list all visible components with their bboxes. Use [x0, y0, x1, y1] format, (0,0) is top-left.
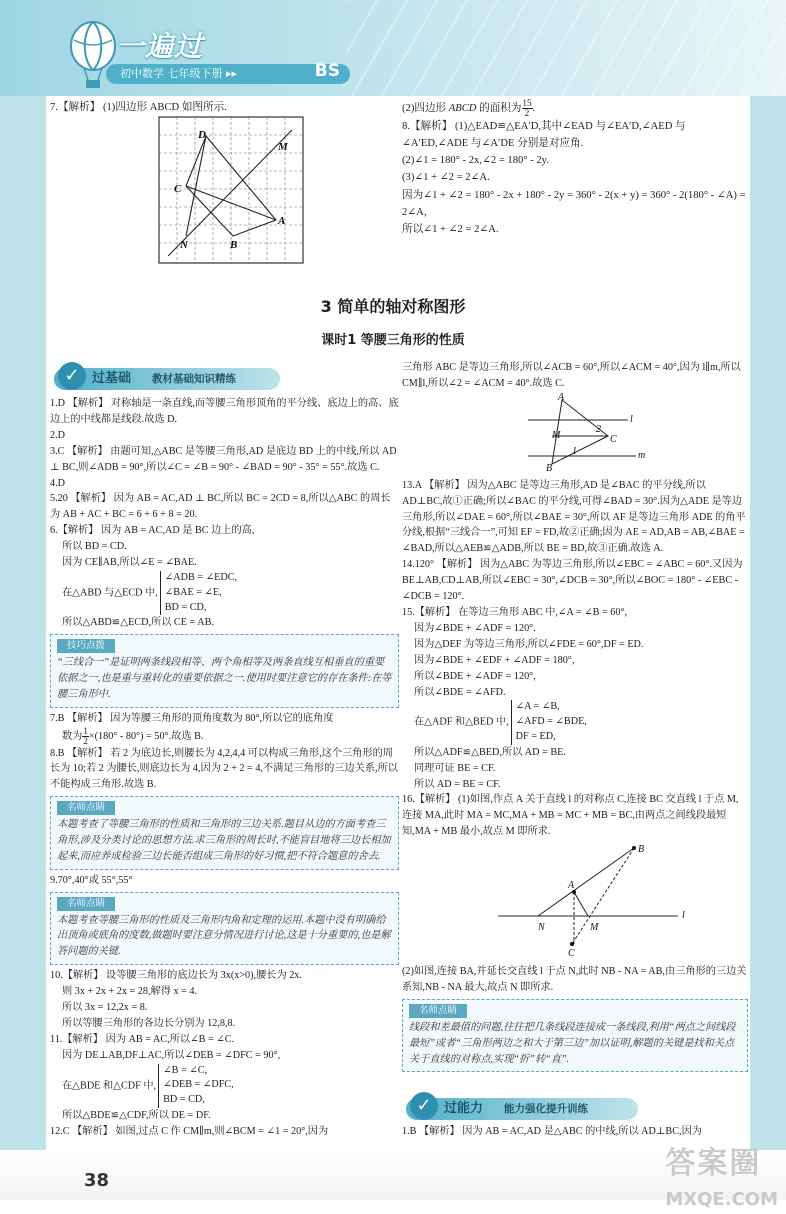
answer-14: 14.120° 【解析】 因为△ABC 为等边三角形,所以∠EBC = ∠ABC = 60°.又因为 BE⊥AB,CD⊥AB,所以∠EBC = 30°,∠DCB = 30°,所以∠BOC = 180° - ∠EBC - ∠DCB = 120°.: [402, 559, 743, 603]
answer-10-c: 所以 3x = 12,2x = 8.: [62, 1001, 148, 1013]
fraction-15-2: $\frac{15}{2}$: [522, 98, 532, 118]
brace-6-line1: ∠ADB = ∠EDC,: [164, 571, 238, 583]
grid-figure-q7: [158, 116, 304, 264]
answer-8: 8.B 【解析】 若 2 为底边长,则腰长为 4,2,4,4 可以构成三角形,这个三角形的周长为 10;若 2 为腰长,则底边长为 4,因为 2 + 2 = 4,不满足三角形的三边关系,所以不能构成三角形.故选 B.: [50, 747, 398, 791]
section-title: 3 简单的轴对称图形: [320, 297, 466, 316]
right-margin-strip: [750, 96, 786, 1156]
band-basic-title: 过基础: [92, 371, 132, 386]
page-number: 38: [84, 1170, 110, 1191]
band-basic-subtitle: 教材基础知识精练: [152, 373, 236, 385]
answer-15-h: 所以△ADF≌△BED,所以 AD = BE.: [414, 746, 566, 758]
answer-12: 12.C 【解析】 如图,过点 C 作 CM∥m,则∠BCM = ∠1 = 20°,因为: [50, 1125, 329, 1137]
answer-11-c: [50, 1064, 399, 1108]
answer-6-e: 所以△ABD≌△ECD,所以 CE = AB.: [62, 617, 214, 629]
tip-box-4-title: 名师点睛: [409, 1004, 467, 1018]
header-decoration: [346, 0, 786, 96]
answer-15-j: 所以 AD = BE = CF.: [414, 778, 501, 790]
tip-box-1-title: 技巧点拨: [57, 639, 115, 653]
watermark: [665, 1140, 778, 1214]
band-ability-title: 过能力: [444, 1101, 484, 1116]
grid-label-d: D: [198, 129, 206, 141]
answer-15-f: 所以∠BDE = ∠AFD.: [414, 686, 506, 698]
check-icon: ✓: [58, 362, 86, 390]
q7-text: 7.【解析】 (1)四边形 ABCD 如图所示.: [50, 102, 227, 113]
tip-box-3: [50, 892, 399, 965]
answer-10-a: 10.【解析】 设等腰三角形的底边长为 3x(x>0),腰长为 2x.: [50, 970, 302, 982]
answer-15-a: 15.【解析】 在等边三角形 ABC 中,∠A = ∠B = 60°,: [402, 606, 628, 618]
left-column: [50, 396, 399, 1140]
answer-2: 2.D: [50, 429, 65, 441]
brace-6-line3: BD = CD,: [164, 601, 207, 613]
tip-box-4: [402, 999, 748, 1072]
q8-part2: (2)∠1 = 180° - 2x,∠2 = 180° - 2y.: [402, 155, 549, 167]
right-column: [402, 360, 748, 1075]
answer-12-cont: 三角形 ABC 是等边三角形,所以∠ACB = 60°,所以∠ACM = 40°,因为 l∥m,所以 CM∥l,所以∠2 = ∠ACM = 40°.故选 C.: [402, 362, 741, 389]
page-header: [0, 0, 786, 96]
answer-6-c: 因为 CE∥AB,所以∠E = ∠BAE.: [62, 557, 197, 569]
brace-11-line1: ∠B = ∠C,: [163, 1064, 208, 1076]
left-margin-strip: [0, 96, 46, 1156]
fig16-label-n: N: [538, 922, 545, 934]
lesson-title: 课时1 等腰三角形的性质: [321, 333, 465, 348]
answer-6-d: [50, 571, 399, 615]
figure-q12: [402, 392, 748, 472]
answer-15-d: 因为∠BDE + ∠EDF + ∠ADF = 180°,: [414, 654, 575, 666]
fig12-label-m: M: [552, 429, 561, 441]
tip-box-1: [50, 634, 399, 707]
brace-11-line2: ∠DEB = ∠DFC,: [163, 1079, 234, 1091]
edition-label: BS: [314, 61, 340, 81]
fig16-label-m: M: [590, 922, 599, 934]
answer-10-d: 所以等腰三角形的各边长分别为 12,8,8.: [62, 1017, 236, 1029]
tip-box-4-text: 线段和差最值的问题,往往把几条线段连接成一条线段,利用“两点之间线段最短”或者“三角形两边之和大于第三边”加以证明,解题的关键是找和关点关于直线的对称点,实现“折”转“直”.: [409, 1021, 736, 1065]
brace-6: [160, 571, 237, 615]
answer-15-e: 所以∠BDE + ∠ADF = 120°,: [414, 670, 536, 682]
tip-box-3-title: 名师点睛: [57, 897, 115, 911]
answer-15-g: [402, 700, 748, 744]
book-subtitle: 初中数学 七年级下册: [120, 67, 223, 80]
answer-15-b: 因为∠BDE + ∠ADF = 120°.: [414, 622, 536, 634]
answer-16-b: (2)如图,连接 BA,并延长交直线 l 于点 N,此时 NB - NA = AB,由三角形的三边关系知,NB - NA 最大,故点 N 即所求.: [402, 966, 747, 993]
section-band-basic: [54, 365, 280, 390]
tip-box-1-text: “三线合一”是证明两条线段相等、两个角相等及两条直线互相垂直的重要依据之一,也是重与重转化的重要依据之一.使用时要注意它的存在条件:在等腰三角形中.: [57, 657, 392, 700]
answer-9: 9.70°,40°或 55°,55°: [50, 874, 133, 886]
fig16-label-l: l: [682, 910, 685, 922]
brace-11: [158, 1064, 234, 1108]
book-subtitle-bar: 初中数学 七年级下册 ▸▸ BS: [106, 64, 350, 84]
answer-11-a: 11.【解析】 因为 AB = AC,所以∠B = ∠C.: [50, 1033, 235, 1045]
answer-13: 13.A 【解析】 因为△ABC 是等边三角形,AD 是∠BAC 的平分线,所以 AD⊥BC,故①正确;所以∠BAC 的平分线,可得∠BAD = 30°.因为△ADE 是等边三角形,所以∠DAE = 60°,所以∠BAE = 30°,所以 AF 是等边三角形 ADE 的角平分线,根据“三线合一”,可知 EF = FD,故②正确;因为 AE = AD,AB = AB,∠BAE = ∠BAD,所以△AEB≌△ADB,所以 BE = BD,故③正确.故选 A.: [402, 479, 746, 555]
answer-15-i: 同理可证 BE = CF.: [414, 762, 496, 774]
ability-answer-1: 1.B 【解析】 因为 AB = AC,AD 是△ABC 的中线,所以 AD⊥BC,因为: [402, 1126, 702, 1137]
check-icon-2: ✓: [410, 1092, 438, 1120]
fig16-label-c: C: [568, 948, 575, 959]
watermark-url: MXQE.COM: [665, 1188, 778, 1210]
answer-10-b: 则 3x + 2x + 2x = 28,解得 x = 4.: [62, 985, 198, 997]
brace-15: [511, 700, 587, 744]
fig12-label-m-line: m: [638, 449, 646, 461]
fraction-1-2: $\frac{1}{2}$: [83, 725, 88, 746]
answer-6-d-pre: 在△ABD 与△ECD 中,: [62, 587, 158, 599]
fig12-label-2: 2: [596, 423, 601, 435]
fig12-label-c: C: [610, 433, 617, 445]
grid-label-c: C: [174, 183, 182, 195]
q8-part3: (3)∠1 + ∠2 = 2∠A.: [402, 172, 490, 184]
answer-11-c-pre: 在△BDE 和△CDF 中,: [62, 1080, 157, 1092]
answer-15-g-pre: 在△ADF 和△BED 中,: [414, 716, 509, 728]
tip-box-2: [50, 796, 399, 869]
brace-15-line2: ∠AFD = ∠BDE,: [515, 716, 587, 728]
q8-text: 8.【解析】 (1)△EAD≌△EA′D,其中∠EAD 与∠EA′D,∠AED 与∠A′ED,∠ADE 与∠A′DE 分别是对应角.: [402, 121, 686, 150]
answer-3: 3.C 【解析】 由题可知,△ABC 是等腰三角形,AD 是底边 BD 上的中线,所以 AD ⊥ BC,则∠ADB = 90°,所以∠C = ∠B = 90° - ∠BAD = 90° - 35° = 55°.故选 C.: [50, 445, 397, 473]
grid-label-b: B: [230, 239, 238, 251]
tip-box-3-text: 本题考查等腰三角形的性质及三角形内角和定理的运用.本题中没有明确给出顶角或底角的度数,做题时要注意分情况进行讨论,这是十分重要的,也是解答问题的关键.: [57, 914, 391, 958]
brace-15-line1: ∠A = ∠B,: [515, 701, 560, 713]
fig12-label-l: l: [630, 413, 633, 425]
answer-7-b: [50, 727, 399, 746]
q8-conclusion: 所以∠1 + ∠2 = 2∠A.: [402, 223, 499, 235]
answer-15-c: 因为△DEF 为等边三角形,所以∠FDE = 60°,DF = ED.: [414, 638, 644, 650]
top-left-block: [50, 99, 395, 116]
fig12-label-1: 1: [572, 445, 577, 457]
section-band-ability: [406, 1095, 638, 1120]
fig12-label-b: B: [546, 462, 553, 472]
brace-15-line3: DF = ED,: [515, 730, 556, 742]
answer-7-a: 7.B 【解析】 因为等腰三角形的顶角度数为 80°,所以它的底角度: [50, 712, 334, 724]
answer-7-b-pre: 数为: [62, 730, 83, 742]
figure-q16: [402, 840, 748, 958]
tip-box-2-text: 本题考查了等腰三角形的性质和三角形的三边关系.题目从边的方面考查三角形,涉及分类讨论的思想方法.求三角形的周长时,不能盲目地将三边长相加起来,而应养成检验三边长能否组成三角形的好习惯,把不符合题意的舍去.: [57, 819, 391, 862]
answer-6-b: 所以 BD = CD.: [62, 541, 127, 553]
answer-11-b: 因为 DE⊥AB,DF⊥AC,所以∠DEB = ∠DFC = 90°,: [62, 1049, 281, 1061]
band-ability-subtitle: 能力强化提升训练: [504, 1103, 588, 1115]
brand-title: 一遍过: [116, 30, 204, 63]
fig12-label-a: A: [558, 391, 565, 403]
top-right-block: [402, 99, 746, 238]
grid-label-a: A: [278, 215, 286, 227]
grid-label-n: N: [180, 239, 188, 251]
fig16-label-b: B: [638, 844, 645, 856]
answer-5: 5.20 【解析】 因为 AB = AC,AD ⊥ BC,所以 BC = 2CD = 8,所以△ABC 的周长为 AB + AC + BC = 6 + 6 + 8 = 20.: [50, 493, 391, 521]
tip-box-2-title: 名师点睛: [57, 801, 115, 815]
watermark-text: 答案圈: [665, 1146, 762, 1181]
q7-part2: (2)四边形 ABCD 的面积为 $\frac{15}{2}$ .: [402, 98, 536, 118]
answer-4: 4.D: [50, 477, 65, 489]
brace-6-line2: ∠BAE = ∠E,: [164, 586, 222, 598]
answer-16-a: 16.【解析】 (1)如图,作点 A 关于直线 l 的对称点 C,连接 BC 交直线 l 于点 M,连接 MA,此时 MA = MC,MA + MB = MC + MB = BC,由两点之间线段最短知,MA + MB 最小,故点 M 即所求.: [402, 794, 739, 838]
brace-11-line3: BD = CD,: [163, 1094, 205, 1106]
grid-label-m: M: [278, 141, 288, 153]
answer-11-d: 所以△BDE≌△CDF,所以 DE = DF.: [62, 1109, 211, 1121]
answer-1: 1.D 【解析】 对称轴是一条直线,而等腰三角形顶角的平分线、底边上的高、底边上的中线都是线段.故选 D.: [50, 398, 399, 425]
answer-7-b-post: ×(180° - 80°) = 50°.故选 B.: [88, 730, 204, 742]
fig16-label-a: A: [568, 880, 575, 892]
answer-6-a: 6.【解析】 因为 AB = AC,AD 是 BC 边上的高,: [50, 525, 255, 537]
ability-block: [402, 1124, 748, 1141]
q8-proof: 因为∠1 + ∠2 = 180° - 2x + 180° - 2y = 360° - 2(x + y) = 360° - 2(180° - ∠A) = 2∠A,: [402, 189, 746, 218]
